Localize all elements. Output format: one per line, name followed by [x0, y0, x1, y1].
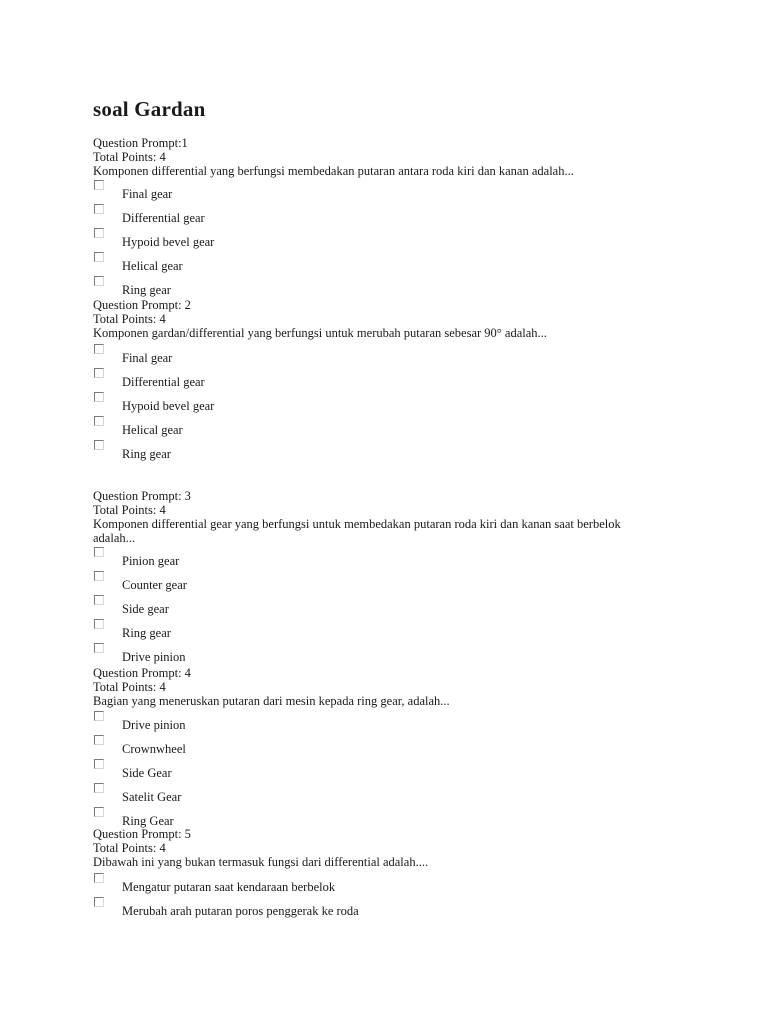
question-text: Komponen differential gear yang berfungsi untuk membedakan putaran roda kiri dan kanan saat berbelok adalah...	[93, 517, 621, 545]
question-prompt: Question Prompt:1	[93, 136, 188, 150]
checkbox[interactable]	[94, 759, 104, 769]
checkbox[interactable]	[94, 711, 104, 721]
option-item[interactable]	[93, 276, 733, 300]
checkbox[interactable]	[94, 416, 104, 426]
option-label: Crownwheel	[122, 742, 186, 756]
question-points: Total Points: 4	[93, 150, 166, 164]
checkbox[interactable]	[94, 807, 104, 817]
question-text: Komponen differential yang berfungsi membedakan putaran antara roda kiri dan kanan adalah...	[93, 164, 574, 178]
option-item[interactable]	[93, 735, 733, 759]
question-points: Total Points: 4	[93, 503, 166, 517]
option-label: Drive pinion	[122, 718, 186, 732]
option-item[interactable]	[93, 547, 733, 571]
option-label: Hypoid bevel gear	[122, 399, 215, 413]
option-item[interactable]	[93, 643, 733, 667]
option-label: Ring gear	[122, 626, 171, 640]
option-label: Helical gear	[122, 423, 183, 437]
question-1	[93, 136, 733, 300]
checkbox[interactable]	[94, 276, 104, 286]
option-item[interactable]	[93, 252, 733, 276]
checkbox[interactable]	[94, 440, 104, 450]
option-item[interactable]	[93, 344, 733, 368]
checkbox[interactable]	[94, 571, 104, 581]
option-label: Side Gear	[122, 766, 172, 780]
option-label: Mengatur putaran saat kendaraan berbelok	[122, 880, 336, 894]
option-label: Drive pinion	[122, 650, 186, 664]
option-label: Ring Gear	[122, 814, 174, 828]
checkbox[interactable]	[94, 547, 104, 557]
checkbox[interactable]	[94, 368, 104, 378]
option-label: Final gear	[122, 187, 173, 201]
option-label: Side gear	[122, 602, 169, 616]
question-text: Bagian yang meneruskan putaran dari mesin kepada ring gear, adalah...	[93, 694, 450, 708]
question-points: Total Points: 4	[93, 680, 166, 694]
checkbox[interactable]	[94, 735, 104, 745]
option-item[interactable]	[93, 204, 733, 228]
option-label: Helical gear	[122, 259, 183, 273]
option-item[interactable]	[93, 619, 733, 643]
question-prompt: Question Prompt: 5	[93, 827, 191, 841]
option-label: Ring gear	[122, 447, 171, 461]
question-prompt: Question Prompt: 2	[93, 298, 191, 312]
question-points: Total Points: 4	[93, 841, 166, 855]
option-item[interactable]	[93, 392, 733, 416]
option-item[interactable]	[93, 228, 733, 252]
question-text: Dibawah ini yang bukan termasuk fungsi dari differential adalah....	[93, 855, 429, 869]
checkbox[interactable]	[94, 595, 104, 605]
question-prompt: Question Prompt: 4	[93, 666, 191, 680]
checkbox[interactable]	[94, 180, 104, 190]
question-2	[93, 298, 733, 464]
option-item[interactable]	[93, 897, 733, 921]
checkbox[interactable]	[94, 344, 104, 354]
option-item[interactable]	[93, 571, 733, 595]
checkbox[interactable]	[94, 619, 104, 629]
question-4	[93, 666, 733, 831]
question-prompt: Question Prompt: 3	[93, 489, 191, 503]
option-label: Satelit Gear	[122, 790, 182, 804]
option-label: Final gear	[122, 351, 173, 365]
option-item[interactable]	[93, 873, 733, 897]
option-item[interactable]	[93, 416, 733, 440]
option-label: Hypoid bevel gear	[122, 235, 215, 249]
option-label: Counter gear	[122, 578, 187, 592]
option-item[interactable]	[93, 440, 733, 464]
option-item[interactable]	[93, 180, 733, 204]
page-title: soal Gardan	[93, 97, 206, 121]
checkbox[interactable]	[94, 204, 104, 214]
checkbox[interactable]	[94, 643, 104, 653]
checkbox[interactable]	[94, 252, 104, 262]
option-item[interactable]	[93, 368, 733, 392]
option-item[interactable]	[93, 711, 733, 735]
question-3	[93, 489, 733, 667]
checkbox[interactable]	[94, 228, 104, 238]
option-item[interactable]	[93, 759, 733, 783]
option-item[interactable]	[93, 783, 733, 807]
option-label: Differential gear	[122, 211, 205, 225]
question-5	[93, 827, 733, 921]
question-points: Total Points: 4	[93, 312, 166, 326]
option-label: Differential gear	[122, 375, 205, 389]
checkbox[interactable]	[94, 392, 104, 402]
checkbox[interactable]	[94, 897, 104, 907]
option-item[interactable]	[93, 595, 733, 619]
checkbox[interactable]	[94, 783, 104, 793]
option-label: Pinion gear	[122, 554, 180, 568]
option-label: Ring gear	[122, 283, 171, 297]
option-label: Merubah arah putaran poros penggerak ke roda	[122, 904, 359, 918]
checkbox[interactable]	[94, 873, 104, 883]
question-text: Komponen gardan/differential yang berfungsi untuk merubah putaran sebesar 90° adalah...	[93, 326, 547, 340]
